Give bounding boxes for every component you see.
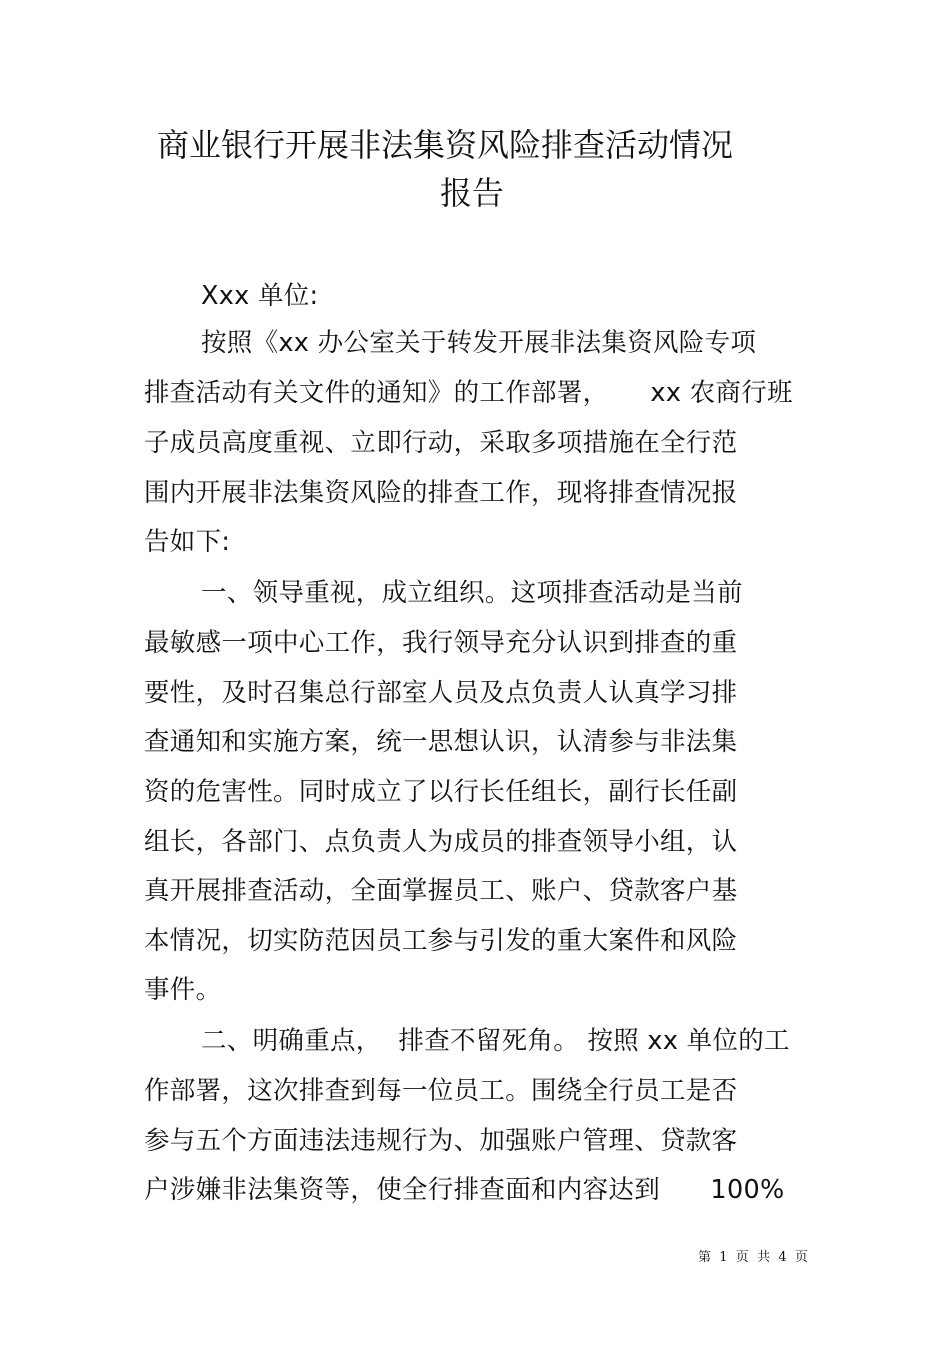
body-line: 按照《xx 办公室关于转发开展非法集资风险专项 [201, 328, 757, 358]
body-line: 户涉嫌非法集资等，使全行排查面和内容达到 100% [144, 1175, 785, 1205]
body-line: 查通知和实施方案，统一思想认识，认清参与非法集 [144, 727, 738, 757]
body-line: 参与五个方面违法违规行为、加强账户管理、贷款客 [144, 1126, 738, 1156]
body-line: 资的危害性。同时成立了以行长任组长，副行长任副 [144, 777, 738, 807]
salutation: Xxx 单位: [201, 281, 319, 311]
body-line: 本情况，切实防范因员工参与引发的重大案件和风险 [144, 926, 738, 956]
body-line: 组长，各部门、点负责人为成员的排查领导小组，认 [144, 827, 738, 857]
page-number-footer: 第 1 页 共 4 页 [698, 1250, 808, 1265]
document-title-continued: 报告 [440, 174, 505, 212]
document-title: 商业银行开展非法集资风险排查活动情况 [157, 126, 734, 164]
body-line: 最敏感一项中心工作，我行领导充分认识到排查的重 [144, 628, 738, 658]
body-line: 事件。 [144, 975, 222, 1005]
body-line: 真开展排查活动，全面掌握员工、账户、贷款客户基 [144, 876, 738, 906]
section-heading-line: 一、领导重视，成立组织。这项排查活动是当前 [201, 578, 743, 608]
body-line: 排查活动有关文件的通知》的工作部署， xx 农商行班 [144, 378, 793, 408]
section-heading-line: 二、明确重点， 排查不留死角。 按照 xx 单位的工 [201, 1026, 790, 1056]
body-line: 围内开展非法集资风险的排查工作，现将排查情况报 [144, 478, 738, 508]
body-line: 子成员高度重视、立即行动，采取多项措施在全行范 [144, 428, 738, 458]
body-line: 告如下: [144, 527, 231, 557]
body-line: 作部署，这次排查到每一位员工。围绕全行员工是否 [144, 1076, 738, 1106]
body-line: 要性，及时召集总行部室人员及点负责人认真学习排 [144, 678, 738, 708]
